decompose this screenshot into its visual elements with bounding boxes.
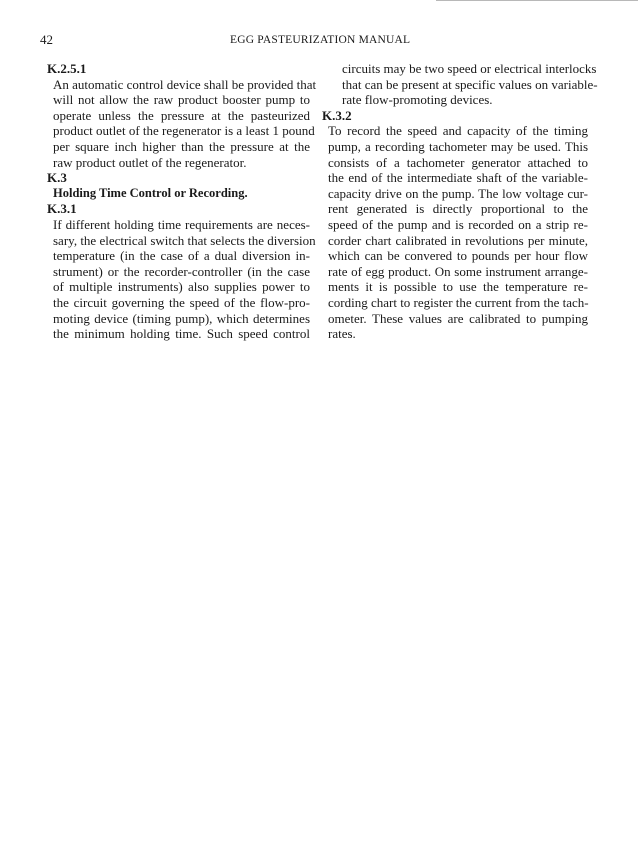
text-line: If different holding time requirements are neces- [53,216,310,232]
text-line: the minimum holding time. Such speed control [53,326,310,342]
section-heading-k3: K.3 [47,170,67,186]
text-line: temperature (in the case of a dual diversion in- [53,248,310,264]
paragraph-k31-continued [342,61,598,108]
text-line: corder chart calibrated in revolutions per minute, [328,232,588,248]
text-line: cording chart to register the current from the tach- [328,294,589,310]
text-line: rate flow-promoting devices. [342,92,493,108]
paragraph-k251 [53,76,317,171]
text-line: that can be present at specific values on variable- [342,76,598,92]
text-line: rate of egg product. On some instrument arrange- [328,263,588,279]
text-line: An automatic control device shall be provided that [53,76,317,92]
text-line: ometer. These values are calibrated to pumping [328,310,588,326]
text-line: strument) or the recorder-controller (in the case [53,263,310,279]
text-line: which can be convered to pounds per hour flow [328,248,588,264]
text-line: capacity drive on the pump. The low voltage cur- [328,185,588,201]
top-rule [436,0,638,1]
section-heading-k32: K.3.2 [322,107,352,123]
section-title-k3: Holding Time Control or Recording. [53,185,248,200]
text-line: circuits may be two speed or electrical interlocks [342,61,597,76]
text-line: consists of a tachometer generator attached to [328,154,588,170]
text-line: operate unless the pressure at the pasteurized [53,107,310,123]
paragraph-k32 [328,123,588,341]
text-line: moting device (timing pump), which determines [53,310,310,326]
right-column [322,61,598,342]
text-line: of multiple instruments) also supplies power to [53,279,310,295]
text-line: ments it is possible to use the temperature re- [328,279,588,295]
text-line: the end of the intermediate shaft of the variable- [328,170,588,186]
text-line: rent generated is directly proportional to the [328,201,588,217]
text-line: sary, the electrical switch that selects the diversion [53,232,316,248]
paragraph-k31 [53,216,316,342]
section-heading-k251: K.2.5.1 [47,61,87,76]
text-line: will not allow the raw product booster pump to [53,92,310,108]
text-line: the circuit governing the speed of the flow-pro- [53,294,310,310]
running-head: EGG PASTEURIZATION MANUAL [230,34,411,46]
text-line: raw product outlet of the regenerator. [53,154,247,170]
page-number: 42 [40,32,53,47]
text-line: product outlet of the regenerator is a least 1 pound [53,123,315,139]
text-line: speed of the pump and is recorded on a strip re- [328,216,588,232]
text-line: rates. [328,326,356,342]
text-line: pump, a recording tachometer may be used. This [328,138,588,154]
text-line: per square inch higher than the pressure at the [53,138,310,154]
section-heading-k31: K.3.1 [47,201,77,217]
left-column [47,61,317,342]
text-line: To record the speed and capacity of the timing [328,123,588,139]
